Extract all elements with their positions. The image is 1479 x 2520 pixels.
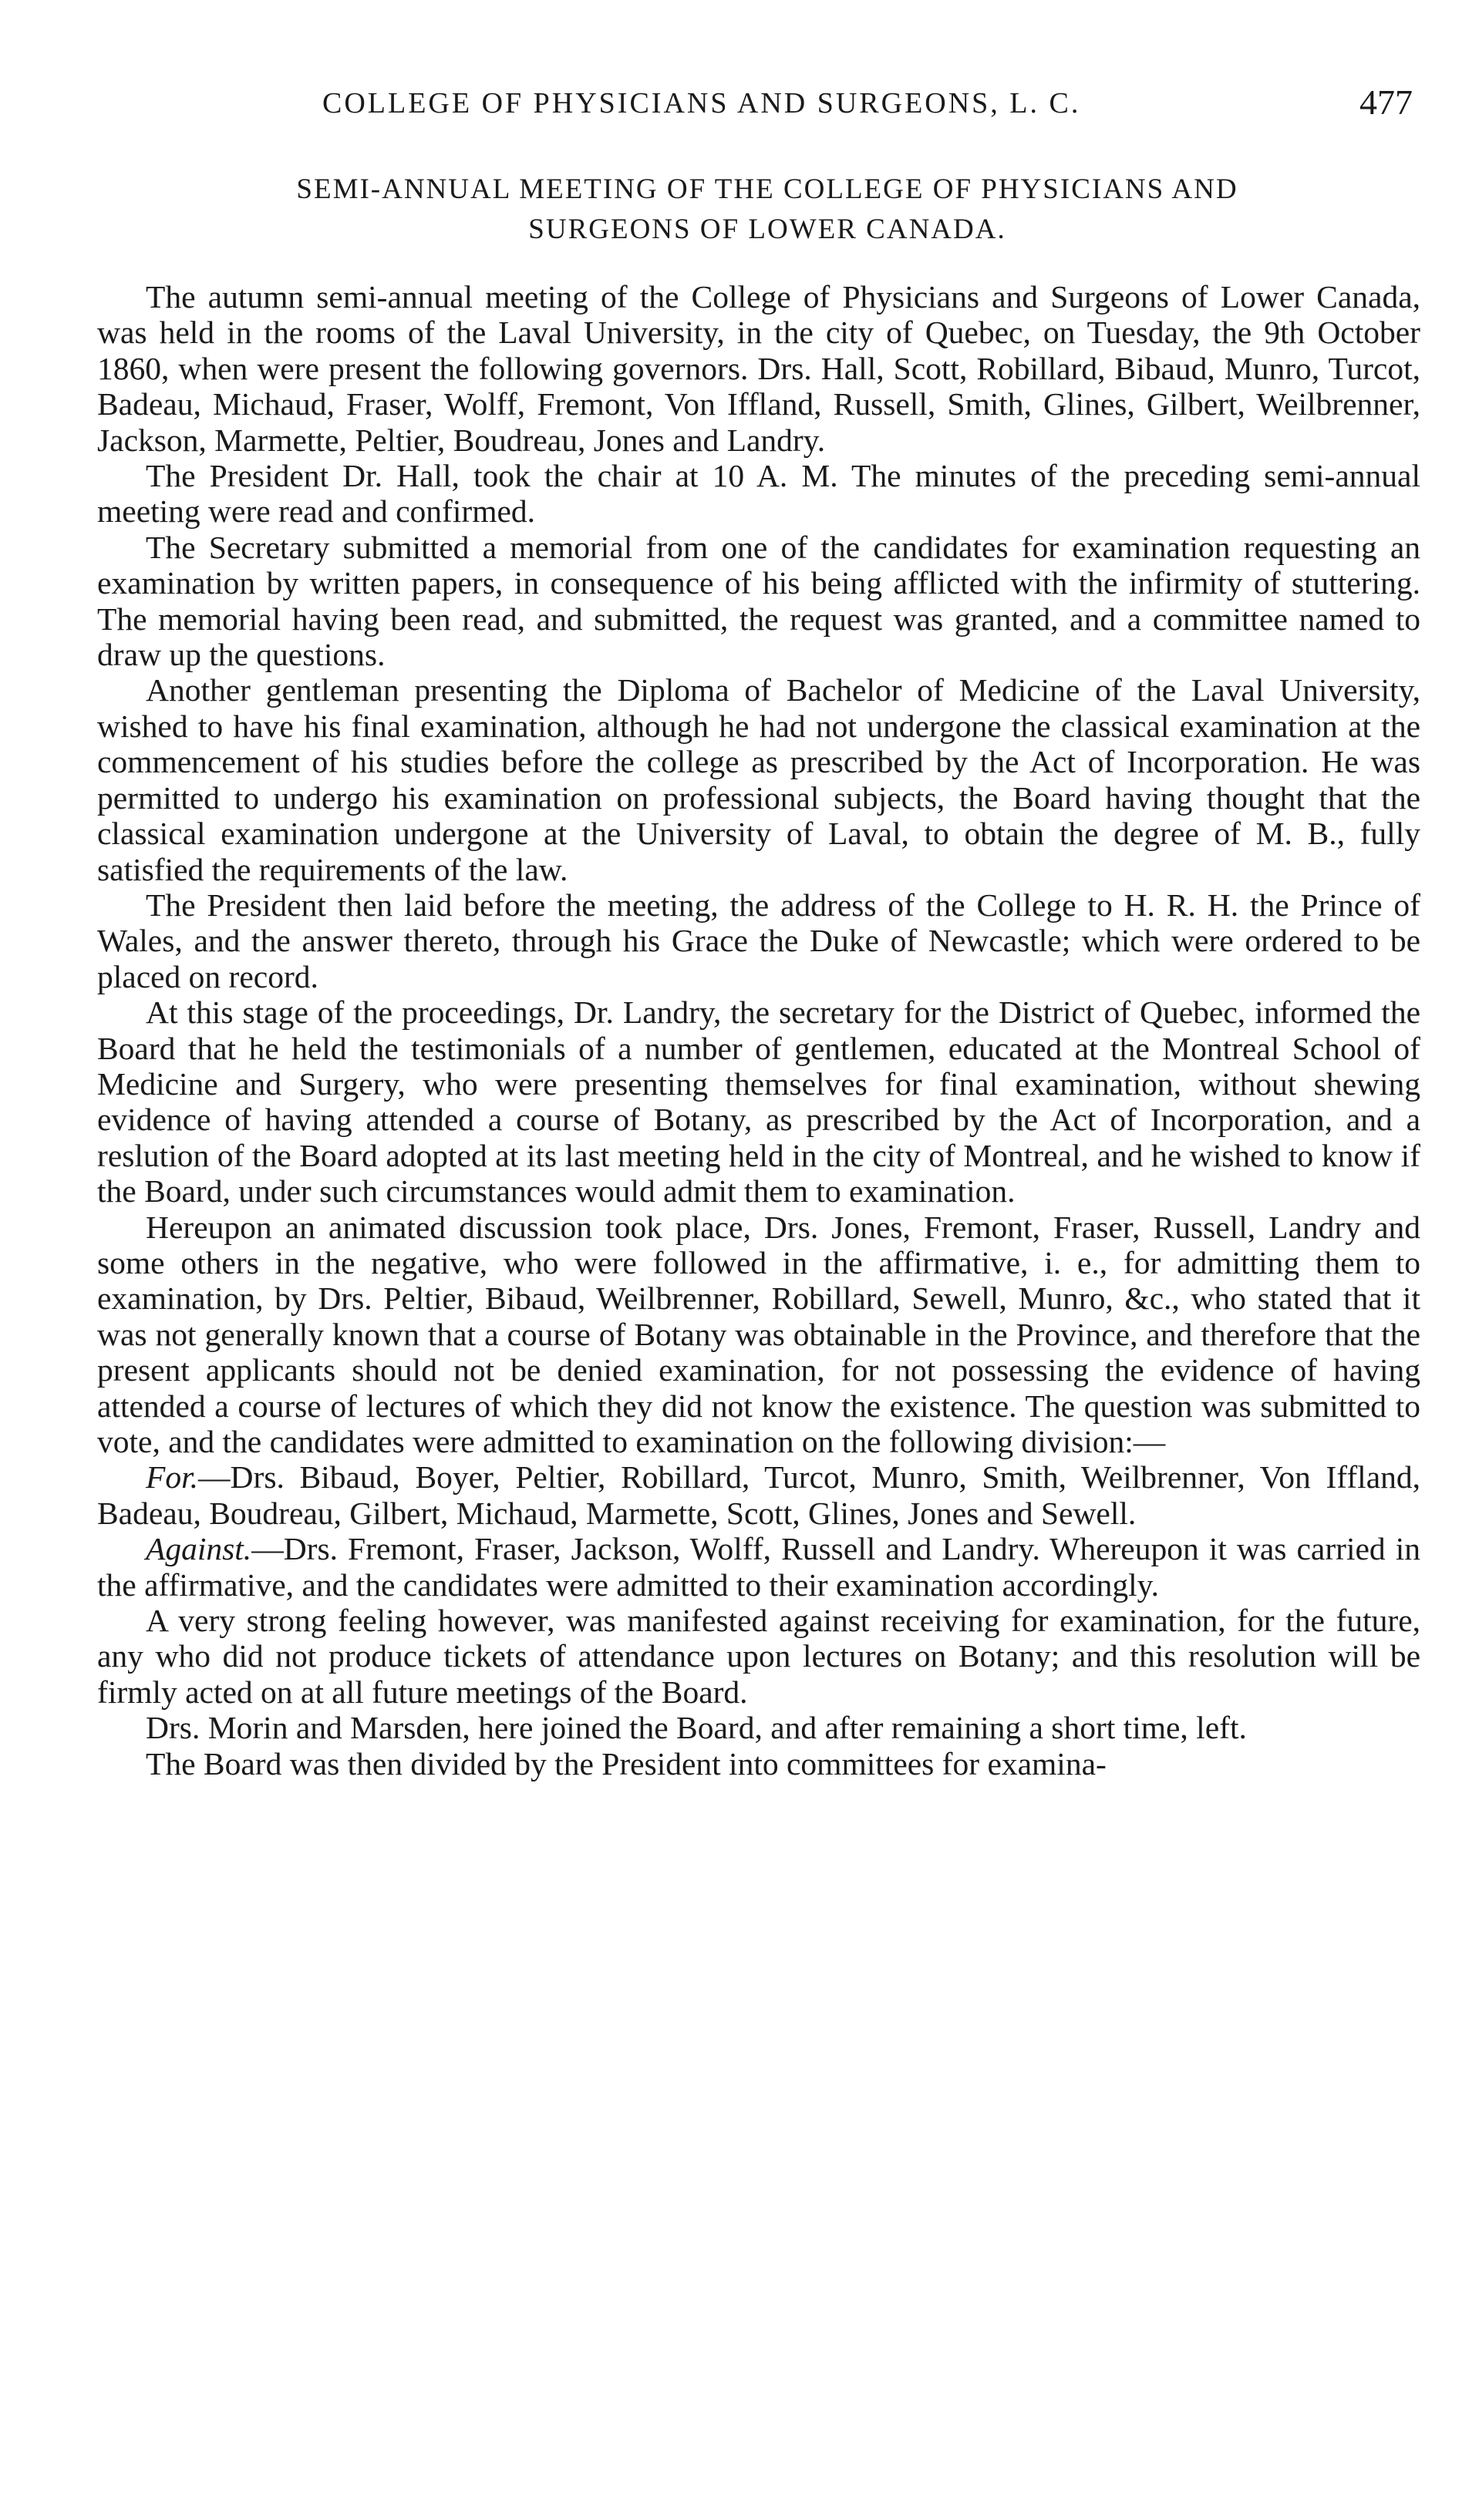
vote-against-label: Against.: [146, 1531, 252, 1567]
article-body: [97, 279, 1420, 1781]
article-title: [116, 170, 1419, 250]
paragraph-vote-for: [97, 1459, 1420, 1531]
paragraph-prince-of-wales: The President then laid before the meeting, the address of the College to H. R. H. the Prince of Wales, and the answer thereto, through his Grace the Duke of Newcastle; which were ordered to be placed on record.: [97, 887, 1420, 994]
paragraph-vote-against: [97, 1531, 1420, 1603]
paragraph-morin-marsden: Drs. Morin and Marsden, here joined the Board, and after remaining a short time, left.: [146, 1710, 1247, 1746]
running-head-title: COLLEGE OF PHYSICIANS AND SURGEONS, L. C.: [322, 87, 1081, 119]
paragraph-diploma: Another gentleman presenting the Diploma of Bachelor of Medicine of the Laval University, wished to have his final examination, although he had not undergone the classical examination at the commencement of his studies before the college as prescribed by the Act of Incorporation. He was permitted to undergo his examination on professional subjects, the Board having thought that the classical examination undergone at the University of Laval, to obtain the degree of M. B., fully satisfied the requirements of the law.: [97, 672, 1420, 887]
paragraph-committees: The Board was then divided by the President into committees for examina-: [146, 1745, 1107, 1781]
paragraph-memorial: The Secretary submitted a memorial from one of the candidates for examination requesting an examination by written papers, in consequence of his being afflicted with the infirmity of stuttering. The memorial having been read, and submitted, the request was granted, and a committee named to draw up the questions.: [97, 529, 1420, 673]
article-title-line-2: SURGEONS OF LOWER CANADA.: [528, 214, 1006, 245]
paragraph-resolution: A very strong feeling however, was manifested against receiving for examination, for the future, any who did not produce tickets of attendance upon lectures on Botany; and this resolution will be firmly acted on at all future meetings of the Board.: [97, 1603, 1420, 1710]
paragraph-botany-question: At this stage of the proceedings, Dr. Landry, the secretary for the District of Quebec, informed the Board that he held the testimonials of a number of gentlemen, educated at the Montreal School of Medicine and Surgery, who were presenting themselves for final examination, without shewing evidence of having attended a course of Botany, as prescribed by the Act of Incorporation, and a reslution of the Board adopted at its last meeting held in the city of Montreal, and he wished to know if the Board, under such circumstances would admit them to examination.: [97, 994, 1420, 1210]
page-number: 477: [1359, 82, 1413, 122]
vote-for-label: For.: [146, 1459, 199, 1496]
article-title-line-1: SEMI-ANNUAL MEETING OF THE COLLEGE OF PHYSICIANS AND: [296, 173, 1238, 205]
paragraph-attendance: The autumn semi-annual meeting of the College of Physicians and Surgeons of Lower Canada, was held in the rooms of the Laval University, in the city of Quebec, on Tuesday, the 9th October 1860, when were present the following governors. Drs. Hall, Scott, Robillard, Bibaud, Munro, Turcot, Badeau, Michaud, Fraser, Wolff, Fremont, Von Iffland, Russell, Smith, Glines, Gilbert, Weilbrenner, Jackson, Marmette, Peltier, Boudreau, Jones and Landry.: [97, 279, 1420, 458]
running-head: [116, 77, 1427, 131]
paragraph-discussion: Hereupon an animated discussion took place, Drs. Jones, Fremont, Fraser, Russell, Landry and some others in the negative, who were followed in the affirmative, i. e., for admitting them to examination, by Drs. Peltier, Bibaud, Weilbrenner, Robillard, Sewell, Munro, &c., who stated that it was not generally known that a course of Botany was obtainable in the Province, and therefore that the present applicants should not be denied examination, for not possessing the evidence of having attended a course of lectures of which they did not know the existence. The question was submitted to vote, and the candidates were admitted to examination on the following division:—: [97, 1209, 1420, 1459]
vote-against-text: —Drs. Fremont, Fraser, Jackson, Wolff, Russell and Landry. Whereupon it was carried in the affirmative, and the candidates were admitted to their examination accordingly.: [97, 1531, 1420, 1603]
vote-for-text: —Drs. Bibaud, Boyer, Peltier, Robillard, Turcot, Munro, Smith, Weilbrenner, Von Iffland, Badeau, Boudreau, Gilbert, Michaud, Marmette, Scott, Glines, Jones and Sewell.: [97, 1459, 1420, 1531]
paragraph-chair: The President Dr. Hall, took the chair at 10 A. M. The minutes of the preceding semi-annual meeting were read and confirmed.: [97, 458, 1420, 530]
